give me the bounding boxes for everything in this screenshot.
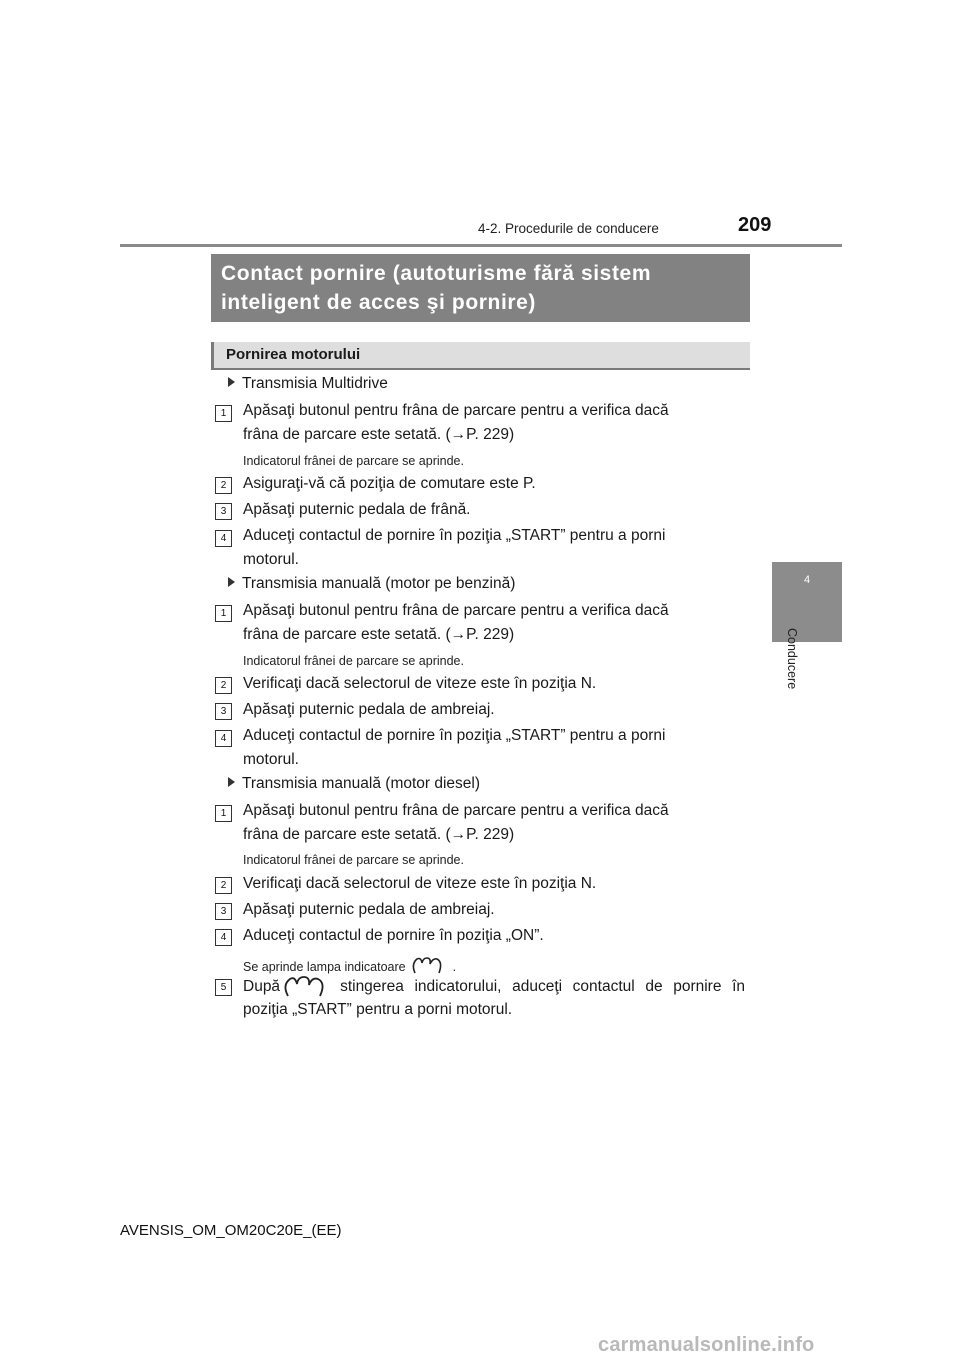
step-number-3: 3 xyxy=(215,903,232,920)
step-text-4: Aduceţi contactul de pornire în poziţia „START” pentru a porni xyxy=(243,727,666,744)
triangle-right-icon xyxy=(228,577,235,587)
variant-heading-multidrive: Transmisia Multidrive xyxy=(228,375,388,393)
chapter-label-text: Conducere xyxy=(785,628,799,690)
header-section-title: 4-2. Procedurile de conducere xyxy=(478,221,659,236)
step-text-2: Verificaţi dacă selectorul de viteze este în poziţia N. xyxy=(243,675,597,692)
triangle-right-icon xyxy=(228,377,235,387)
step-text-3: Apăsaţi puternic pedala de ambreiaj. xyxy=(243,901,495,918)
page-number: 209 xyxy=(738,214,772,236)
step-text-4: Aduceţi contactul de pornire în poziţia „ON”. xyxy=(243,927,544,944)
step-text-1: Apăsaţi butonul pentru frâna de parcare pentru a verifica dacă xyxy=(243,802,669,819)
step-number-3: 3 xyxy=(215,703,232,720)
section-title-line2: inteligent de acces şi pornire) xyxy=(221,291,537,314)
chapter-tab-number: 4 xyxy=(803,574,811,586)
section-title-line1: Contact pornire (autoturisme fără sistem xyxy=(221,262,652,285)
header-divider xyxy=(120,244,842,247)
step-number-1: 1 xyxy=(215,805,232,822)
step-number-1: 1 xyxy=(215,605,232,622)
step-number-2: 2 xyxy=(215,677,232,694)
step-number-4: 4 xyxy=(215,929,232,946)
subsection-title: Pornirea motorului xyxy=(211,342,750,368)
step-text-3: Apăsaţi puternic pedala de ambreiaj. xyxy=(243,701,495,718)
step-text-2: Verificaţi dacă selectorul de viteze este în poziţia N. xyxy=(243,875,597,892)
step-text-1-cont: frâna de parcare este setată. (→P. 229) xyxy=(243,826,515,843)
triangle-right-icon xyxy=(228,777,235,787)
section-title-box xyxy=(211,254,750,322)
step-number-2: 2 xyxy=(215,477,232,494)
subsection-divider xyxy=(211,368,750,370)
step-text-4-cont: motorul. xyxy=(243,551,299,568)
step-text-3: Apăsaţi puternic pedala de frână. xyxy=(243,501,471,518)
step-number-1: 1 xyxy=(215,405,232,422)
step-number-3: 3 xyxy=(215,503,232,520)
step-number-5: 5 xyxy=(215,979,232,996)
step-note: Indicatorul frânei de parcare se aprinde. xyxy=(243,654,464,668)
variant-heading-manual-diesel: Transmisia manuală (motor diesel) xyxy=(228,775,480,793)
step-note: Indicatorul frânei de parcare se aprinde. xyxy=(243,853,464,867)
chapter-label xyxy=(785,628,805,706)
step-note-glow-lamp: Se aprinde lampa indicatoare . xyxy=(243,955,456,977)
step-text-4-cont: motorul. xyxy=(243,751,299,768)
step-number-4: 4 xyxy=(215,530,232,547)
step-text-5-cont: poziţia „START” pentru a porni motorul. xyxy=(243,1001,513,1018)
step-text-2: Asiguraţi-vă că poziţia de comutare este P. xyxy=(243,475,536,492)
step-text-1: Apăsaţi butonul pentru frâna de parcare pentru a verifica dacă xyxy=(243,402,669,419)
document-id: AVENSIS_OM_OM20C20E_(EE) xyxy=(120,1222,342,1239)
step-number-4: 4 xyxy=(215,730,232,747)
step-text-1: Apăsaţi butonul pentru frâna de parcare pentru a verifica dacă xyxy=(243,602,669,619)
step-number-2: 2 xyxy=(215,877,232,894)
variant-heading-manual-petrol: Transmisia manuală (motor pe benzină) xyxy=(228,575,515,593)
step-note: Indicatorul frânei de parcare se aprinde. xyxy=(243,454,464,468)
step-text-1-cont: frâna de parcare este setată. (→P. 229) xyxy=(243,426,515,443)
glow-plug-indicator-icon xyxy=(280,974,332,1000)
step-text-1-cont: frâna de parcare este setată. (→P. 229) xyxy=(243,626,515,643)
step-text-4: Aduceţi contactul de pornire în poziţia „START” pentru a porni xyxy=(243,527,666,544)
watermark-site[interactable]: carmanualsonline.info xyxy=(598,1334,815,1356)
step-text-5: După stingerea indicatorului, aduceţi contactul de pornire în xyxy=(243,974,745,1000)
